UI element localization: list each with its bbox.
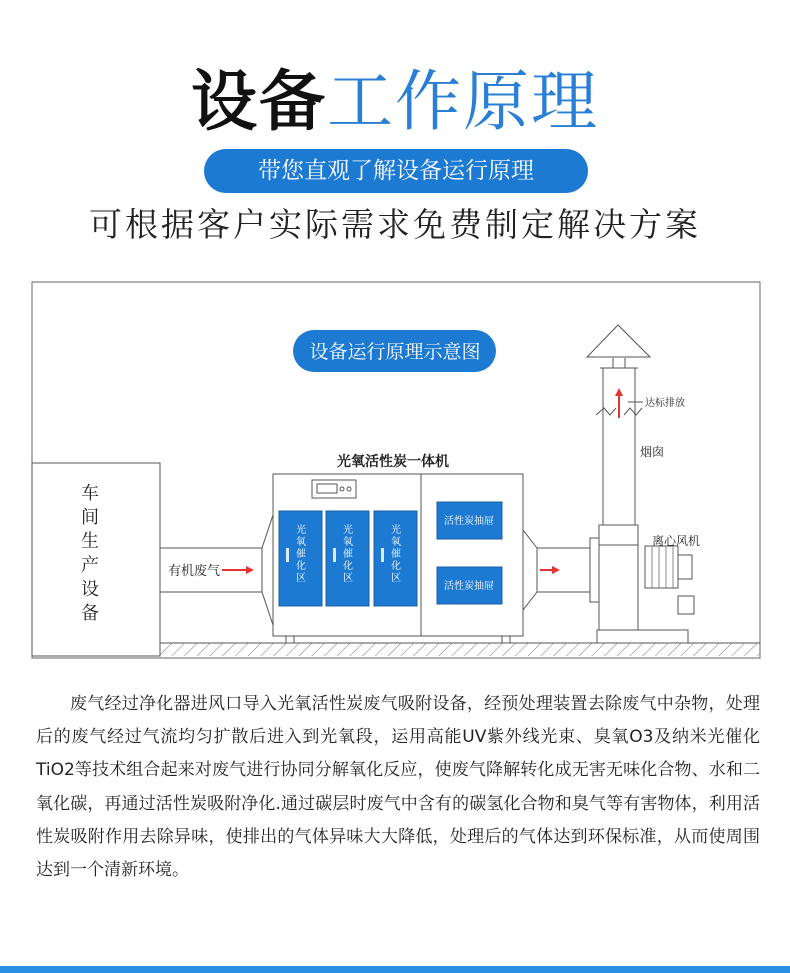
carbon-drawer-bottom-label: 活性炭抽屉 [444,581,494,592]
inlet-label: 有机废气 [168,564,221,579]
fan-label: 离心风机 [652,534,701,548]
diagram-badge: 设备运行原理示意图 [309,341,481,363]
uv-panel-char: 催 [391,549,401,560]
uv-panel-char: 化 [296,561,306,572]
process-description: 废气经过净化器进风口导入光氧活性炭废气吸附设备，经预处理装置去除废气中杂物，处理后的废气经过气流均匀扩散后进入到光氧段，运用高能UV紫外线光束、臭氧O3及纳米光催化TiO2等技术组合起来对废气进行协同分解氧化反应，使废气降解转化成无害无味化合物、水和二氧化碳，再通过活性炭吸附净化.通过碳层时废气中含有的碳氢化合物和臭气等有害物体，利用活性炭吸附作用去除异味，使排出的气体异味大大降低，处理后的气体达到环保标准，从而使周围达到一个清新环境。 [36,694,760,881]
machine-title: 光氧活性炭一体机 [337,454,449,470]
solution-tagline: 可根据客户实际需求免费制定解决方案 [89,205,701,244]
uv-panel-char: 区 [296,573,306,584]
control-panel [312,480,356,498]
uv-panel-char: 光 [296,525,306,536]
uv-panel-char: 化 [391,561,401,572]
uv-panel-char: 氧 [391,537,401,548]
uv-panel-char: 催 [343,549,353,560]
bottom-bar [0,966,790,973]
chimney-label: 烟囱 [640,445,665,459]
uv-panel-char: 化 [343,561,353,572]
title-part-1: 设备 [191,63,327,140]
title-part-2: 工作原理 [327,63,599,140]
uv-panel-char: 区 [343,573,353,584]
fan-flange [590,538,599,602]
workshop-char: 车 [81,483,99,504]
centrifugal-fan [599,525,638,630]
carbon-drawer-top-label: 活性炭抽屉 [444,516,494,527]
ground-hatch [160,643,760,656]
uv-panel-char: 光 [391,525,401,536]
uv-panel-char: 催 [296,549,306,560]
workshop-char: 备 [81,603,99,624]
uv-panel-char: 光 [343,525,353,536]
uv-panel-char: 氧 [343,537,353,548]
fan-base [597,630,688,643]
workshop-char: 生 [81,531,99,552]
subtitle-pill: 带您直观了解设备运行原理 [204,149,588,193]
workshop-char: 设 [81,579,99,600]
uv-panel-char: 氧 [296,537,306,548]
workshop-char: 产 [81,555,99,576]
discharge-label: 达标排放 [645,398,685,409]
uv-panel-char: 区 [391,573,401,584]
workshop-char: 间 [81,507,99,528]
